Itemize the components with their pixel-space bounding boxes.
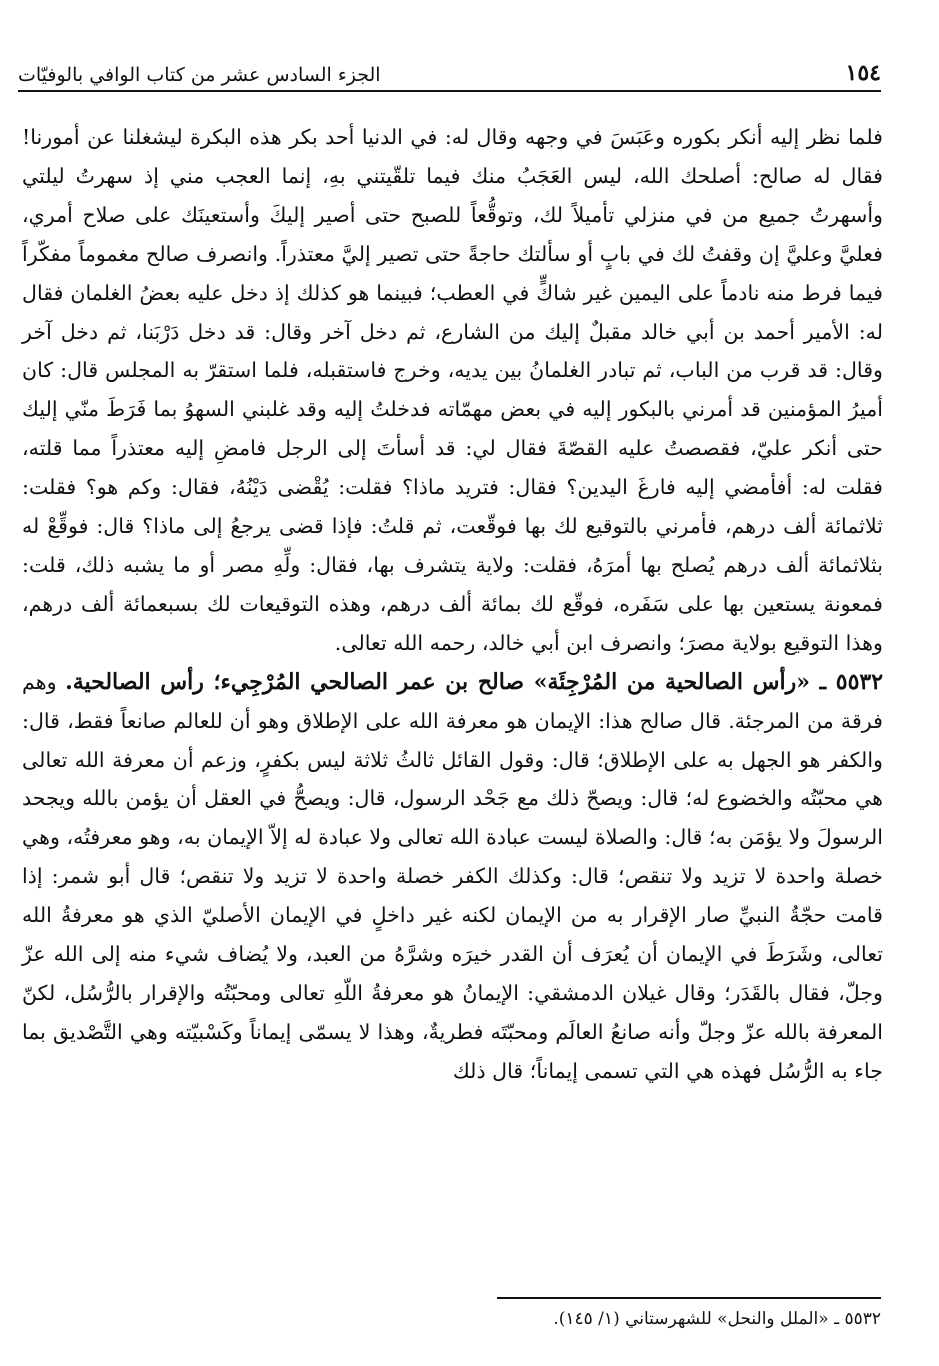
footnote-divider [497,1297,881,1299]
paragraph: فلما نظر إليه أنكر بكوره وعَبَسَ في وجهه وقال له: في الدنيا أحد بكر هذه البكرة ليشغلنا عن أمورنا! فقال له صالح: أصلحك الله، ليس العَجَبُ منك فيما تلقّيتني بهِ، إنما العجب مني إذ سهرتُ ليلتي وأسهرتُ جميع من في منزلي تأميلاً لك، وتوقُّعاً للصبح حتى أصير إليكَ وأستعينَك على صلاح أمري، فعليَّ وعليَّ إن وقفتُ لك في بابٍ أو سألتك حاجةً حتى تصير إليَّ معتذراً. وانصرف صالح مغموماً مفكّراً فيما فرط منه نادماً على اليمين غير شاكٍّ في العطب؛ فبينما هو كذلك إذ دخل عليه بعضُ الغلمان فقال له: الأمير أحمد بن أبي خالد مقبلٌ إليك من الشارع، ثم دخل آخر وقال: قد دخل دَرْبَنا، ثم دخل آخر وقال: قد قرب من الباب، ثم تبادر الغلمانُ بين يديه، وخرج فاستقبله، فلما استقرّ به المجلس قال: كان أميرُ المؤمنين قد أمرني بالبكور إليه في بعض مهمّاته فدخلتُ إليه وقد غلبني السهوُ بما فَرَطَ منّي إليك حتى أنكر عليّ، فقصصتُ عليه القصّةَ فقال لي: قد أسأتَ إلى الرجل فامضِ إليه معتذراً مما قلته، فقلت له: أفأمضي إليه فارغَ اليدين؟ فقال: فتريد ماذا؟ فقلت: يُقْضى دَيْنُهُ، فقال: وكم هو؟ فقلت: ثلاثمائة ألف درهم، فأمرني بالتوقيع لك بها فوقّعت، ثم قلتُ: فإذا قضى يرجعُ إلى ماذا؟ قال: فوقِّعْ له بثلاثمائة ألف درهم يُصلح بها أمرَهُ، فقلت: ولاية يتشرف بها، فقال: ولِّهِ مصر أو ما يشبه ذلك، قلت: فمعونة يستعين بها على سَفَره، فوقّع لك بمائة ألف درهم، وهذه التوقيعات لك بسبعمائة ألف درهم، وهذا التوقيع بولاية مصرَ؛ وانصرف ابن أبي خالد، رحمه الله تعالى. [22,125,884,655]
entry-text: وهم فرقة من المرجئة. قال صالح هذا: الإيمان هو معرفة الله على الإطلاق وهو أن للعالم صانعاً فقط، قال: والكفر هو الجهل به على الإطلاق؛ قال: وقول القائل ثالثُ ثلاثة ليس بكفرٍ، وزعم أن معرفة الله تعالى هي محبّتُه والخضوع له؛ قال: ويصحّ ذلك مع جَحْد الرسول، قال: ويصحُّ في العقل أن يؤمن بالله ويجحد الرسولَ ولا يؤمَن به؛ قال: والصلاة ليست عبادة الله تعالى ولا عبادة له إلاّ الإيمان به، وهو معرفتُه، وهي خصلة واحدة لا تزيد ولا تنقص؛ قال: وكذلك الكفر خصلة واحدة لا تزيد ولا تنقص؛ قال أبو شمر: إذا قامت حجّةُ النبيِّ صار الإقرار به من الإيمان لكنه غير داخلٍ في الإيمان الأصليّ الذي هو معرفةُ الله تعالى، وشَرَطَ في الإيمان أن يُعرَف أن القدر خيرَه وشرَّهُ من العبد، ولا يُضاف شيء منه إلى الله عزّ وجلّ، فقال بالقَدَر؛ وقال غيلان الدمشقي: الإيمانُ هو معرفةُ اللّهِ تعالى ومحبّتُه والإقرار بالرُّسُل، لكنّ المعرفة بالله عزّ وجلّ وأنه صانعُ العالَم ومحبّتَه فطريةٌ، وهذا لا يسمّى إيماناً وكَسْبيّته وهي التَّصْديق بما جاء به الرُّسُل فهذه هي التي تسمى إيماناً؛ قال ذلك [22,669,883,1083]
main-text [22,118,883,1091]
entry-paragraph [22,663,883,1091]
entry-heading: ٥٥٣٢ ـ «رأس الصالحية من المُرْجِئَة» صالح بن عمر الصالحي المُرْجِيء؛ رأس الصالحية. [65,668,884,695]
running-title: الجزء السادس عشر من كتاب الوافي بالوفيّات [18,64,381,86]
page-number: ١٥٤ [845,60,881,86]
page-header [18,52,881,92]
footnote: ٥٥٣٢ ـ «الملل والنحل» للشهرستاني (١/ ١٤٥). [553,1309,881,1329]
